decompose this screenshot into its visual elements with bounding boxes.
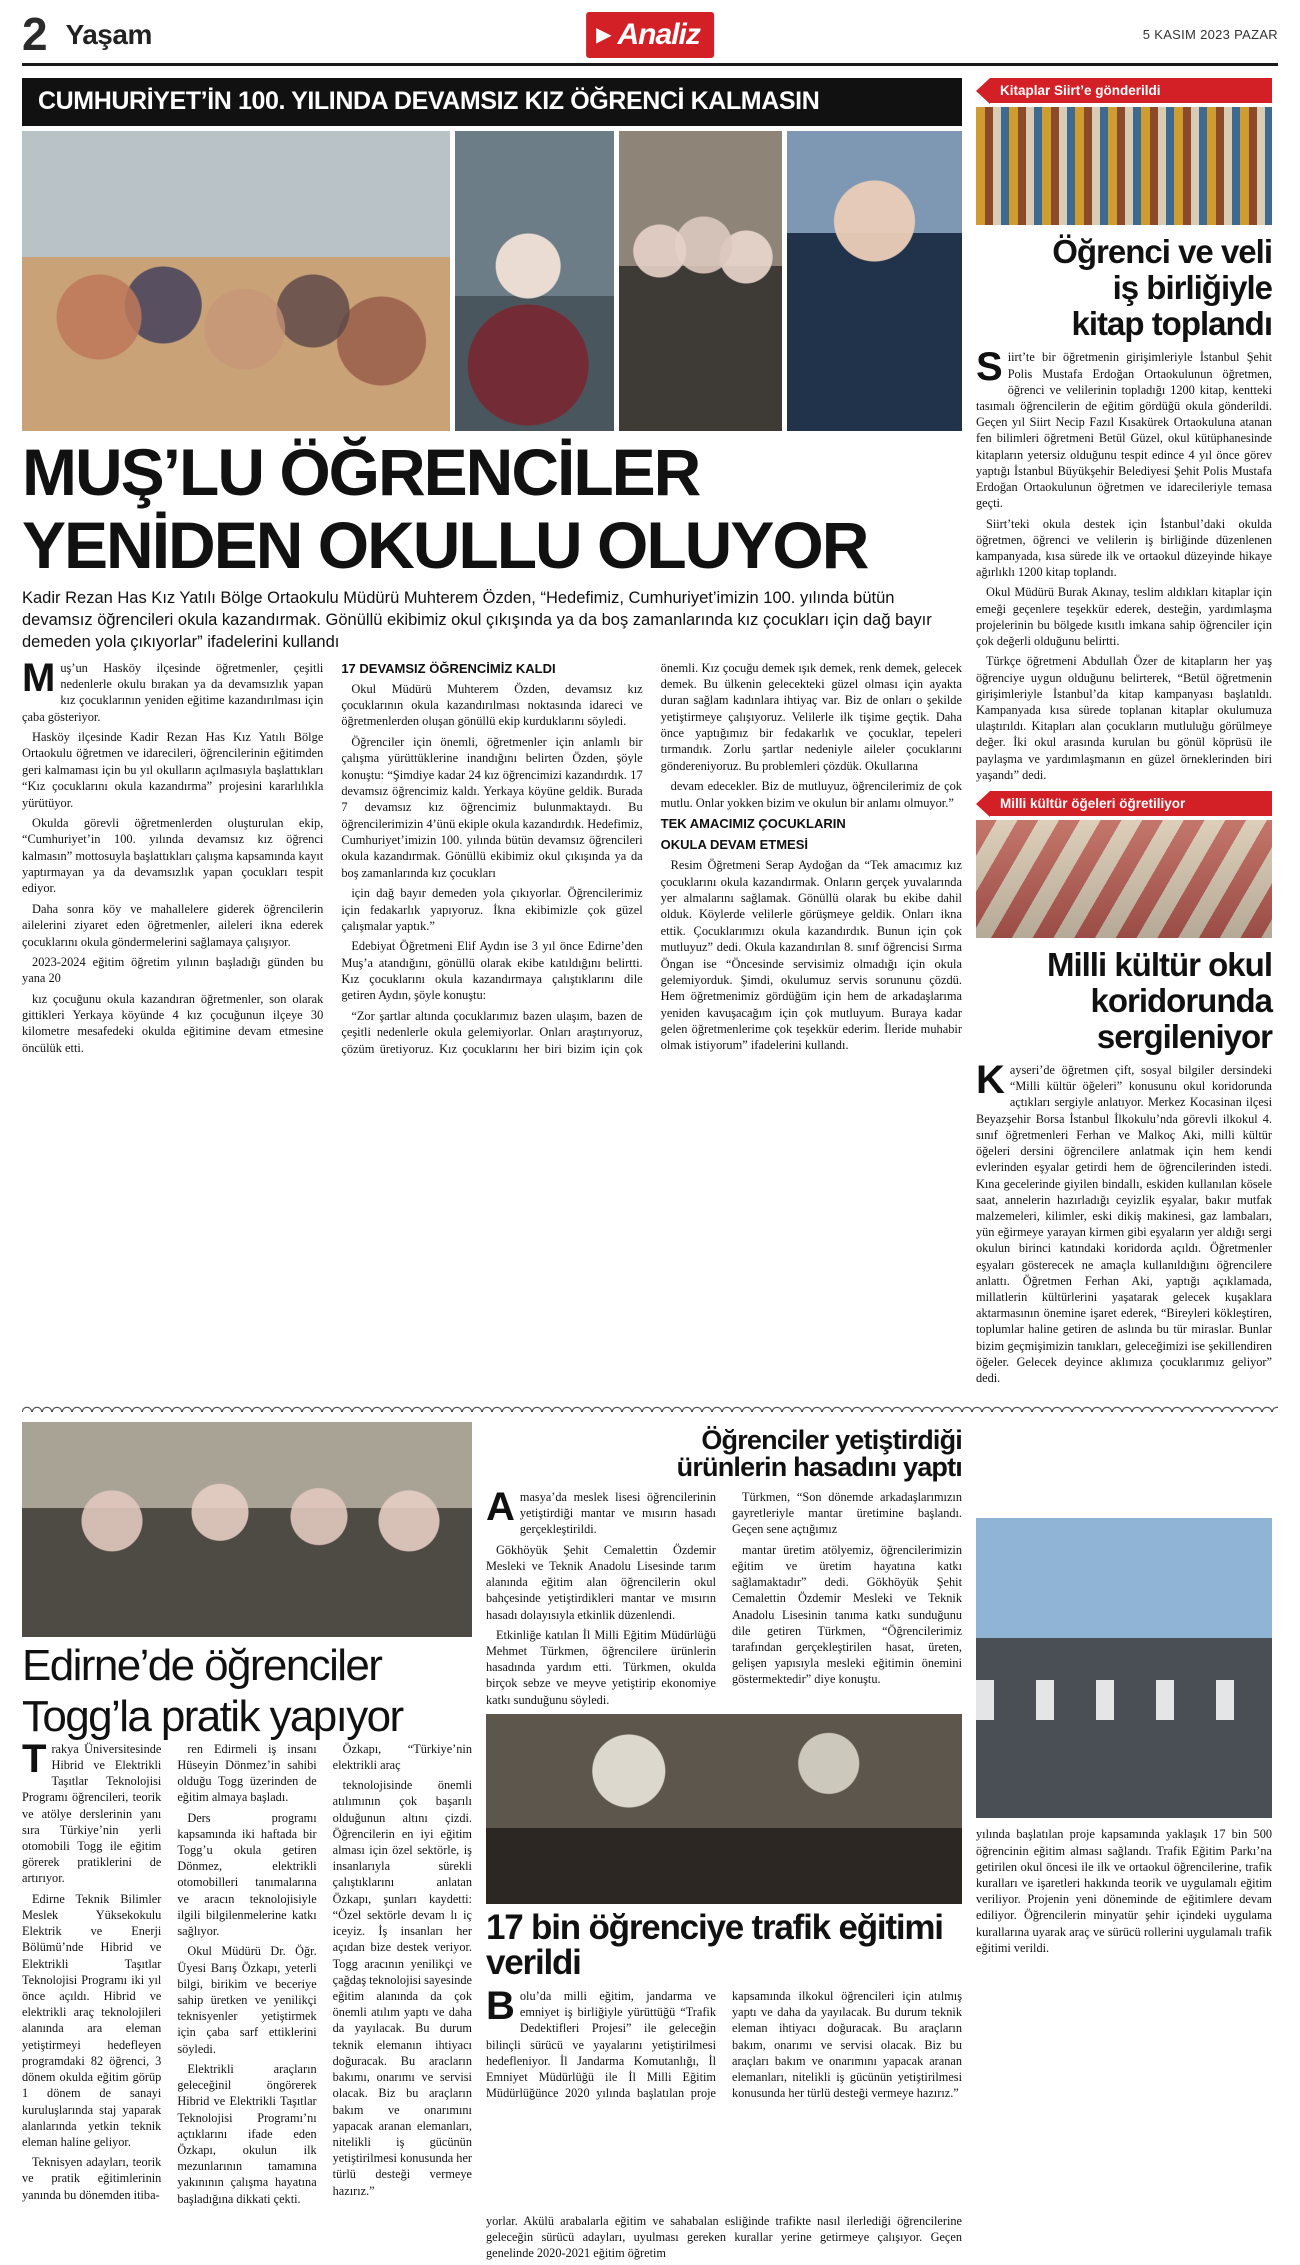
rail1-body <box>976 345 1272 783</box>
traffic-body-right <box>976 1826 1272 1956</box>
rail1-title-line3: kitap toplandı <box>1071 305 1272 343</box>
togg-headline-line1: Edirne’de öğrenciler <box>22 1641 382 1691</box>
traffic-headline: 17 bin öğrenciye trafik eğitimi verildi <box>486 1907 943 1982</box>
paragraph: Türkmen, “Son dönemde arkadaşlarımızın gayretleriyle mantar üretimine başlandı. Geçen sene açtığımız <box>732 1490 962 1537</box>
rail1-title-line2: iş birliğiyle <box>1112 269 1272 307</box>
rail2-title-line3: sergileniyor <box>1096 1018 1272 1055</box>
traffic-body-left <box>486 1983 962 2104</box>
subheading: OKULA DEVAM ETMESİ <box>660 837 808 853</box>
paragraph: Hasköy ilçesinde Kadir Rezan Has Kız Yatılı Bölge Ortaokulu öğretmen ve idarecileri, öğrencilerinin eğitimden geri kalmaması için bu yıl okulların açılmasıyla başlattıkları “Kız çocuklarını okula kazandırma” projesini kararlılıkla yürütüyor. <box>22 730 324 810</box>
paragraph: Muş’un Hasköy ilçesinde öğretmenler, çeşitli nedenlerle okulu bırakan ya da devamsızlık yapan kız çocuklarının yeniden eğitime kazandırılması için çaba gösteriyor. <box>22 655 324 724</box>
paragraph: Okul Müdürü Muhterem Özden, devamsız kız çocuklarının okula kazandırılması noktasında idareci ve öğretmenlerden oluşan gönüllü ekip kurduklarını söyledi. <box>341 681 643 729</box>
photo-mushroom-harvest <box>486 1714 962 1904</box>
paragraph: Türkçe öğretmeni Abdullah Özer de kitapların her yaş öğrenciye uygun olduğunu belirterek, “Betül öğretmenin girişimleriyle İstanbul’da kitap kampanyası başlatıldı. Kampanyada kısa sürede toplanan kitaplar okulumuza ulaştırıldı. Kitapları alan çocukların mutluluğu görülmeye değer. İki okul arasında kurulan bu gönül köprüsü ile paylaşma ve yardımlaşmanın en güzel örneklerinden biri yaşandı” dedi. <box>976 654 1272 782</box>
logo-text: Analiz <box>617 17 700 51</box>
paragraph: ren Edirmeli iş insanı Hüseyin Dönmez’in sahibi olduğu Togg üzerinden de eğitim almaya başladı. <box>177 1741 317 1805</box>
rail1-title-line1: Öğrenci ve veli <box>1052 233 1272 271</box>
lead-headline-line2: YENİDEN OKULLU OLUYOR <box>22 508 868 583</box>
paragraph: Ders programı kapsamında iki haftada bir Togg’u okula getiren Dönmez, elektrikli otomobilleri tanımalarına ve aracın teknolojisiyle ilgili bilgilenmelerine katkı sağlıyor. <box>177 1810 317 1939</box>
paragraph: Daha sonra köy ve mahallelere giderek öğrencilerin ailelerini ziyaret eden öğretmenler, aileleri ikna ederek çocuklarını okula göndermelerini sağlamaya çalışıyor. <box>22 901 324 949</box>
paragraph: Etkinliğe katılan İl Milli Eğitim Müdürlüğü Mehmet Türkmen, öğrencilere ürünlerin hasadında yardım etti. Türkmen, okulda birçok sebze ve meyve yetiştirip ekonomiye katkı sunduğunu söyledi. <box>486 1627 716 1707</box>
rail2-title-line1: Milli kültür okul <box>1046 946 1272 984</box>
paragraph: için dağ bayır demeden yola çıkıyorlar. Öğrencilerimiz için fedakarlık yapıyoruz. İkna ekibimizle çok güzel çalışmalar yaptık.” <box>341 886 643 933</box>
togg-headline-line2: Togg’la pratik yapıyor <box>22 1692 403 1742</box>
paragraph: Öğrenciler için önemli, öğretmenler için anlamlı bir çalışma yürüttüklerine inandığını belirten Özden, şöyle konuştu: “Şimdiye kadar 24 kız öğrencimizi kazandırdık. 17 devamsız öğrencimiz kaldı. Yerkaya köyüne geldik. Burada 7 devamsız kız öğrencimiz bulunmaktaydı. Bu öğrencilerimizin 4’ünü ekiple okula kazandırdık. Hedefimiz, Cumhuriyet’imizin 100. yılında bütün devamsız öğrencileri okula kazandırmak. Gönüllü ekibimiz okul çıkışında ya da boş zamanlarında kız çocukları <box>341 734 643 880</box>
paragraph: Okul Müdürü Burak Akınay, teslim aldıkları kitaplar için emeği geçenlere teşekkür ederek, desteğin, yardımlaşma projelerinin bu bölgede kısıtlı imkana sahip öğrenciler için çok değerli olduğunu belirtti. <box>976 585 1272 649</box>
photo-culture-exhibit <box>976 820 1272 938</box>
lead-photo-row <box>22 131 962 431</box>
subheading: TEK AMACIMIZ ÇOCUKLARIN <box>660 815 846 831</box>
paragraph: 2023-2024 eğitim öğretim yılının başladığı günden bu yana 20 <box>22 954 324 986</box>
paragraph: Bolu’da milli eğitim, jandarma ve emniyet iş birliğiyle yürüttüğü “Trafik Dedektifleri Projesi” ile geleceğin bilinçli sürücü ve yayalarını yetiştirilmesi hedefleniyor. İl Jandarma Komutanlığı, İl Emniyet Müdürlüğü ile İl Milli Eğitim Müdürlüğünce 2020 yılında başlatılan proje kapsamında ilkokul öğrencileri için atılmış yaptı ve daha da yayılacak. Bu durum teknik eleman ihtiyacı doğuracak. Bu araçların bakım, onarımı ve servisi olacak. Biz bu araçları bakım ve onarımını yapacak aranan elemanları, nitelikli iş gücünün yetiştirilmesi konusunda her türlü desteği vermeye hazırız.” <box>486 1983 962 2101</box>
paragraph: Siirt’teki okula destek için İstanbul’daki okulda öğretmen, öğrenci ve velilerin iş birliğinde düzenlenen kampanyada, kısa sürede ilk ve ortaokul düzeyinde hikaye ağırlıklı 1200 kitap toplandı. <box>976 516 1272 580</box>
mushroom-headline-line1: Öğrenciler yetiştirdiği <box>701 1425 962 1456</box>
mushroom-body <box>486 1485 962 1708</box>
paragraph: Edirne Teknik Bilimler Meslek Yüksekokulu Elektrik ve Enerji Bölümü’nde Hibrid ve Elektrikli Taşıtlar Teknolojisi Programı iki yıl önce açıldı. Hibrid ve elektrikli araç teknolojileri alanında ara eleman yetiştirmeyi hedefleyen programdaki 82 öğrenci, 3 dönem okulda eğitim görüp 1 dönem de sanayi kuruluşlarında staj yaparak alanlarında yetkin teknik eleman haline geliyor. <box>22 1891 162 2149</box>
mushroom-headline-line2: ürünlerin hasadını yaptı <box>676 1451 962 1482</box>
photo-family-visit <box>619 131 782 431</box>
paragraph: Resim Öğretmeni Serap Aydoğan da “Tek amacımız kız çocuklarını okula kazandırmak. Onların gerçek yuvalarında yer almalarını sağlamak. Gönüllü olarak bu ekibe dahil olduk. Köylerde velilerle görüşmeye geldik. Onları ikna ettik. Çocuklarımızı okula kazandırdık. Bunun için çok mutluyuz” dedi. Okula kazandırılan 8. sınıf öğrencisi Sırma Öngan ise “Öncesinde servisimiz olmadığı için okula gelemiyorduk. Şimdi, okulumuz servis sorununu çözdü. Hem öğretmenimiz gördüğüm için hem de arkadaşlarıma yeniden kavuşacağım için çok mutluyum. Buraya kadar gelen öğretmenlerime çok teşekkür ederim. İleride muhabir olmak istiyorum” ifadelerini kullandı. <box>660 858 962 1053</box>
page-number: 2 <box>22 8 48 60</box>
togg-story <box>22 1422 472 2206</box>
mid-section <box>22 1422 1278 2206</box>
right-rail <box>976 78 1272 1390</box>
rail2-title-line2: koridorunda <box>1090 982 1272 1020</box>
top-columns <box>22 78 1278 1390</box>
rail-flag-culture: Milli kültür öğeleri öğretiliyor <box>990 791 1272 816</box>
paragraph: Amasya’da meslek lisesi öğrencilerinin yetiştirdiği mantar ve mısırın hasadı gerçekleştirildi. <box>486 1485 716 1537</box>
photo-books <box>976 107 1272 225</box>
bottom-section <box>22 2213 1278 2265</box>
paragraph: Teknisyen adayları, teorik ve pratik eğitimlerinin yanında bu dönemden itiba- <box>22 2155 162 2202</box>
subheading: 17 DEVAMSIZ ÖĞRENCİMİZ KALDI <box>341 660 556 676</box>
traffic-photo-column <box>976 1422 1272 2206</box>
traffic-body-mid <box>486 2213 962 2265</box>
paragraph: devam edecekler. Biz de mutluyuz, öğrencilerimiz de çok mutlu. Onlar yokken bizim ve okulun bir anlamı olmuyor.” <box>660 779 962 810</box>
paragraph: Elektrikli araçların geleceğinil öngörerek Hibrid ve Elektrikli Taşıtlar Teknolojisi Programı’nı açtıklarını ifade eden Özkapı, okulun ilk mezunlarının tamamına yakınının çalışma hayatına başladığına dikkati çekti. <box>177 2061 317 2206</box>
photo-traffic-training <box>976 1518 1272 1818</box>
paragraph: kız çocuğunu okula kazandıran öğretmenler, son olarak gittikleri Yerkaya köyünde 4 kız çocuğunun ilçeye 30 kilometre mesafedeki okulda eğitimine devam etmesine öncülük etti. <box>22 991 324 1055</box>
paragraph: Edebiyat Öğretmeni Elif Aydın ise 3 yıl önce Edirne’den Muş’a atandığını, gönüllü olarak ekibe katıldığını belirtti. Kız çocuklarını okula kazandırmaya çalıştıklarını dile getiren Aydın, şöyle konuştu: <box>341 939 643 1003</box>
rail-flag-books: Kitaplar Siirt’e gönderildi <box>990 78 1272 103</box>
paragraph: Kayseri’de öğretmen çift, sosyal bilgiler dersindeki “Milli kültür öğeleri” konusunu okul koridorunda açtıkları sergiyle anlatıyor. Merkez Kocasinan ilçesi Beyazşehir Borsa İstanbul İlkokulu’nda görevli ilkokul 4. sınıf öğretmenleri Ferhan ve Malkoç Aki, milli kültür öğeleri dersini öğrencilere anlatmak için hem kendi evlerinden eşyalar getirdi hem de öğrencilerinden istedi. Kına gecelerinde giyilen bindallı, eskiden kullanılan kösele saat, annelerin hazırladığı ceyizlik eşyalar, bakır mutfak malzemeleri, kilimler, eski dikiş makinesi, gaz lambaları, yün eğirmeye yarayan kirmen gibi eşyaların yer aldığı sergi okulun birinci katındaki koridorda açıldı. Öğretmenler eşyaları gösterecek ne amaçla kullanıldığını öğrencilere anlattı. Öğretmen Ferhan Aki, yaptığı açıklamada, millatlerin kültürlerini yaşatarak gelecek kuşaklara aktarmasının önemine işaret ederek, “Bireyleri kökleştiren, toplumlar haline getiren de aslında bu tür miraslar. Bunlar bizim geçmişimizin tanıkları, geleceğimizi ise şekillendiren öğeler. Gelecek deyince aklımıza çocuklarımız geliyor” dedi. <box>976 1057 1272 1386</box>
paragraph: yılında başlatılan proje kapsamında yaklaşık 17 bin 500 öğrencinin eğitim alması sağlandı. Trafik Eğitim Parkı’na getirilen okul öncesi ile ilk ve ortaokul öğrencilerine, trafik kuralları ve işaretleri hakkında teorik ve uygulamalı eğitim veriliyor. Projenin yeni döneminde de eğitimlere devam ediliyor. Öğrencilerin minyatür şehir içindeki uygulama kurallarına uyarak araç ve sürücü rollerini uygulamalı trafik eğitimi verildi. <box>976 1827 1272 1955</box>
lead-body <box>22 655 962 1059</box>
paragraph: Özkapı, “Türkiye’nin elektrikli araç <box>332 1741 472 1772</box>
lead-banner: CUMHURİYET’İN 100. YILINDA DEVAMSIZ KIZ ÖĞRENCİ KALMASIN <box>22 78 962 126</box>
paragraph: yorlar. Akülü arabalarla eğitim ve sahabalan esliğinde trafikte nasıl ilerlediği öğrencilerine geleceğin sürücü adayları, uyulması gereken kurallar yerine getirmeye çalışıyor. Geçen genelinde 2020-2021 eğitim öğretim <box>486 2213 962 2261</box>
photo-teacher <box>455 131 614 431</box>
togg-body <box>22 1736 472 2207</box>
lead-headline-line1: MUŞ’LU ÖĞRENCİLER <box>22 435 700 510</box>
masthead <box>22 0 1278 66</box>
logo-mark-icon: ▶ <box>596 23 612 46</box>
issue-date: 5 KASIM 2023 PAZAR <box>1142 27 1278 43</box>
photo-togg-workshop <box>22 1422 472 1637</box>
paragraph: Okul Müdürü Dr. Öğr. Üyesi Barış Özkapı, yeterli bilgi, birikim ve beceriye sahip üretken ve yenilikçi teknisyenler yetiştirmek için çaba sarf ettiklerini söyledi. <box>177 1944 317 2056</box>
paragraph: Gökhöyük Şehit Cemalettin Özdemir Mesleki ve Teknik Anadolu Lisesinde tarım alanında eğitim alan öğrencilerin okul bahçesinde yetiştirdikleri mantar ve mısırın hasadı dolayısıyla etkinlik düzenlendi. <box>486 1542 716 1622</box>
photo-school-principal <box>787 131 962 431</box>
paragraph: mantar üretim atölyemiz, öğrencilerimizin eğitim ve üretim hayatına katkı sağlamaktadır” dedi. Gökhöyük Şehit Cemalettin Özdemir Mesleki ve Teknik Anadolu Lisesinin tanıma katkı sunduğunu dile getiren Türkmen, “Öğrencilerimiz tarafından gerçekleştirilen hasat, üreten, gelişen yapısıyla mesleki eğitimin önemini göstermektedir” diye konuştu. <box>732 1542 962 1687</box>
rail2-body <box>976 1057 1272 1386</box>
paragraph: Okulda görevli öğretmenlerden oluşturulan ekip, “Cumhuriyet’in 100. yılında devamsız kız öğrenci kalmasın” mottosuyla başlattıkları çalışma kapsamında kayıt yaptırmayan ya da devamsızlık yapan çocukları tespit ediyor. <box>22 815 324 896</box>
publication-logo <box>586 12 714 58</box>
paragraph: “Zor şartlar altında çocuklarımız bazen ulaşım, bazen de çeşitli nedenlerle okula gelemiyorlar. Onları araştırıyoruz, çözüm üretiyoruz. Kız çocuklarını her biri bizim için çok önemli. Kız çocuğu demek ışık demek, renk demek, gelecek demek. Bu ülkenin gelecekteki güzel olması için ayakta duran sağlam kadınlara ihtiyaç var. Biz de onları o şekilde yetiştirmeye çalışıyoruz. Velilerle ilk tişime geçtik. Daha önce yaptığımız bir fedakarlık ve çocuklar, tepeleri tırmandık. Zorlu şartlar nedeniyle aileler çocuklarını göndereniyoruz. Bu problemleri çözdük. Okullarına <box>341 660 962 1056</box>
paragraph: teknolojisinde önemli atılımının çok başarılı olduğunun altını çizdi. Öğrencilerin en iyi eğitim alması için özel sektörle, iş insanlarıyla sürekli çalıştıklarını anlatan Özkapı, şunları kaydetti: “Özel sektörle devam lı iç iceyiz. İş insanları her açıdan bize destek veriyor. Togg aracının yenilikçi ve çağdaş teknolojisi sayesinde eğitim alanında da çok önemli atılım yaptı ve daha da yayılacak. Bu durum teknik elemanın ihtiyacı doğuracak. Bu aracların bakımı, onarımı ve servisi olacak. Biz bu araçların bakım ve onarımını yapacak aranan elemanları, nitelikli iş gücünün yetiştirilmesi konusunda her türlü desteği vermeye hazırız.” <box>332 1778 472 2198</box>
paragraph: Siirt’te bir öğretmenin girişimleriyle İstanbul Şehit Polis Mustafa Erdoğan Ortaokulunun öğretmen, öğrenci ve velilerinin topladığı 1200 kitap, kentteki tasımalı öğrencilerin de eğitim gördüğü okula gönderildi. Geçen yıl Siirt Necip Fazıl Kısakürek Ortaokuluna atanan fen bilimleri öğretmeni Betül Güzel, okul kütüphanesinde kitapların yetersiz olduğunu tespit edince 4 yıl önce görev yaptığı İstanbul Büyükşehir Belediyesi Şehit Polis Mustafa Erdoğan Ortaokulunun öğretmen ve idarecileriyle temasa geçti. <box>976 345 1272 511</box>
paragraph: Trakya Üniversitesinde Hibrid ve Elektrikli Taşıtlar Teknolojisi Programı öğrencileri, teorik ve atölye derslerinin yanı sıra Türkiye’nin yerli otomobili Togg ile eğitim görerek pratiklerini de artırıyor. <box>22 1736 162 1886</box>
photo-classroom <box>22 131 450 431</box>
lead-deck: Kadir Rezan Has Kız Yatılı Bölge Ortaokulu Müdürü Muhterem Özden, “Hedefimiz, Cumhuriyet’imizin 100. yılında bütün devamsız öğrencileri okula kazandırmak. Gönüllü ekibimiz okul çıkışında ya da boş zamanlarında kız çocukları için dağ bayır demeden yola çıkıyorlar” ifadelerini kullandı <box>22 588 932 652</box>
mushroom-story <box>486 1422 962 2206</box>
main-story-column <box>22 78 962 1390</box>
section-divider <box>22 1402 1278 1412</box>
section-name: Yaşam <box>65 18 152 50</box>
